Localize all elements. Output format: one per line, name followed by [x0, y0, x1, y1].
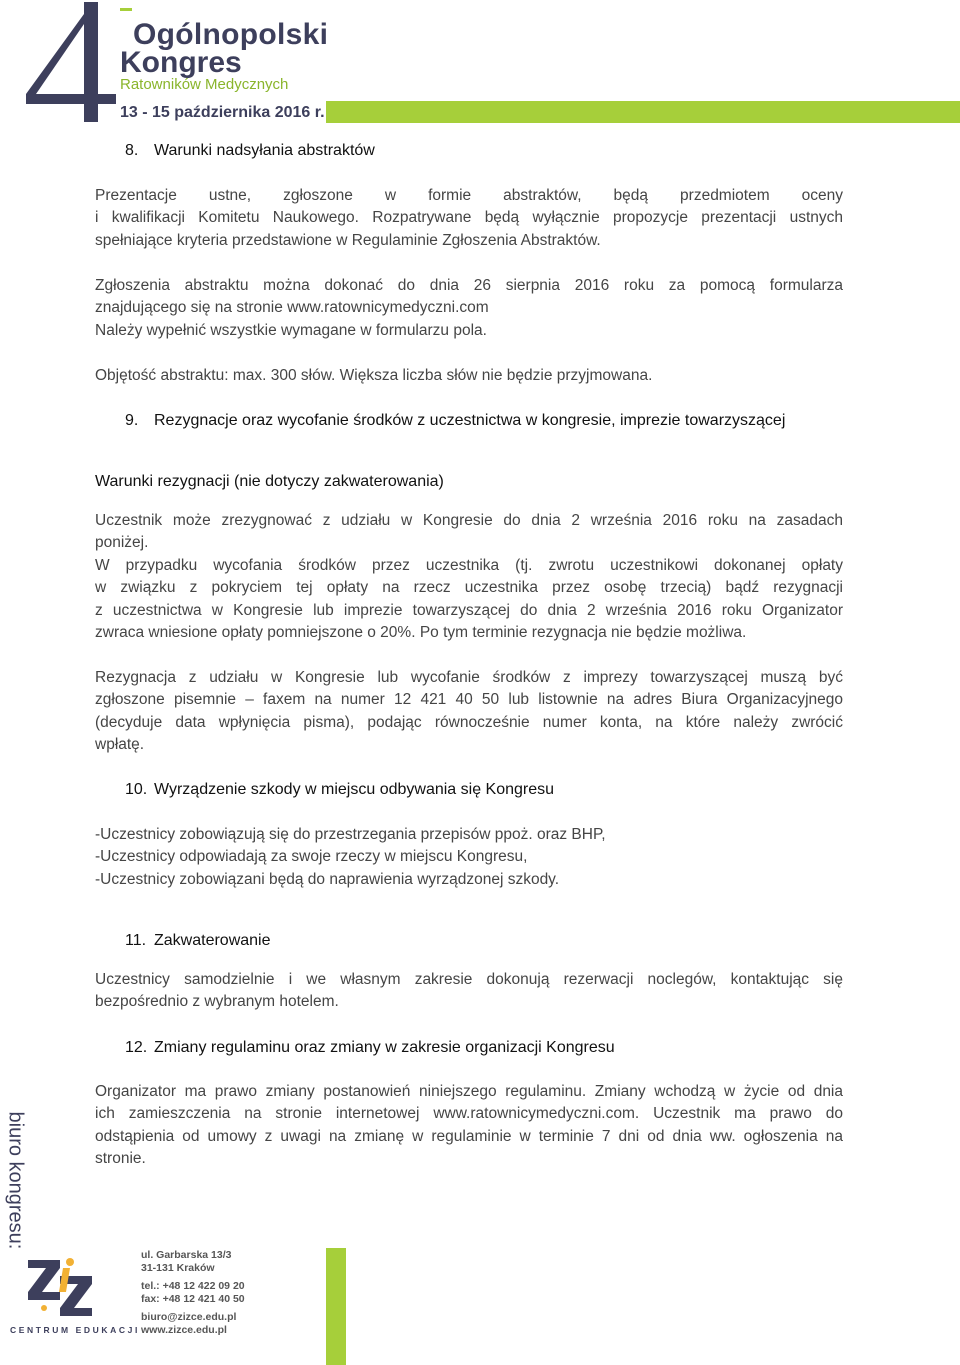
text-line: w związku z pokryciem tej opłaty na rzecz uczestnika przez osobę trzecią) bądź rezygnacji: [95, 579, 843, 597]
text-line: stronie.: [95, 1150, 146, 1168]
website-link[interactable]: www.zizce.edu.pl: [141, 1323, 227, 1336]
address-line: 31-131 Kraków: [141, 1261, 215, 1274]
zizce-logo-icon: [8, 1252, 108, 1322]
text-line: i kwalifikacji Komitetu Naukowego. Rozpatrywane będą wyłącznie propozycje prezentacji ustnych: [95, 209, 843, 227]
section-10-title: Wyrządzenie szkody w miejscu odbywania się Kongresu: [154, 781, 555, 798]
email-link[interactable]: biuro@zizce.edu.pl: [141, 1311, 237, 1323]
text-line: (decyduje data wpłynięcia pisma), podając równocześnie numer konta, na które należy zwrócić: [95, 713, 843, 731]
section-10-number: 10.: [125, 781, 148, 798]
phone-line: tel.: +48 12 422 09 20: [141, 1280, 245, 1292]
text-line: spełniające kryteria przedstawione w Regulaminie Zgłoszenia Abstraktów.: [95, 231, 601, 249]
section-8-heading: [125, 142, 375, 160]
section-8-paragraph-3: [95, 365, 843, 387]
section-8-paragraph-2: [95, 275, 843, 342]
logo-line-ogolnopolski: Ogólnopolski: [133, 18, 329, 51]
section-12-title: Zmiany regulaminu oraz zmiany w zakresie organizacji Kongresu: [154, 1039, 615, 1056]
section-9-number: 9.: [125, 412, 139, 429]
section-12-paragraph: [95, 1081, 843, 1171]
big-four-graphic: [22, 0, 132, 125]
text-line: bezpośrednio z wybranym hotelem.: [95, 993, 339, 1011]
section-9-paragraph-2: [95, 667, 843, 757]
section-8-number: 8.: [125, 142, 139, 159]
section-8-paragraph-1: [95, 185, 843, 252]
address-line: ul. Garbarska 13/3: [141, 1249, 232, 1261]
text-line: Organizator ma prawo zmiany postanowień niniejszego regulaminu. Zmiany wchodzą w życie od dnia: [95, 1083, 843, 1100]
footer-green-bar: [326, 1248, 346, 1365]
list-item: -Uczestnicy zobowiązują się do przestrzegania przepisów ppoż. oraz BHP,: [95, 826, 606, 843]
list-item: -Uczestnicy zobowiązani będą do naprawienia wyrządzonej szkody.: [95, 870, 560, 888]
text-line: ich zamieszczenia na stronie internetowej www.ratownicymedyczni.com. Uczestnik ma prawo do: [95, 1105, 843, 1123]
section-10-heading: [125, 781, 554, 799]
section-12-heading: [125, 1039, 615, 1057]
text-line: Objętość abstraktu: max. 300 słów. Większa liczba słów nie będzie przyjmowana.: [95, 367, 653, 384]
office-contact-block: [141, 1249, 245, 1336]
section-9-paragraph-1: [95, 510, 843, 644]
text-line: odstąpienia od umowy z uwagi na zmianę w regulaminie w terminie 7 dni od dnia ww. ogłoszenia na: [95, 1127, 843, 1145]
section-12-number: 12.: [125, 1039, 148, 1056]
text-line: wpłatę.: [95, 736, 145, 754]
section-11-paragraph: [95, 969, 843, 1014]
text-line: poniżej.: [95, 534, 149, 552]
section-11-heading: [125, 932, 271, 950]
section-9-title: Rezygnacje oraz wycofanie środków z uczestnictwa w kongresie, imprezie towarzyszącej: [154, 412, 786, 429]
section-9-heading: [125, 412, 785, 430]
fax-line: fax: +48 12 421 40 50: [141, 1292, 245, 1305]
section-8-title: Warunki nadsyłania abstraktów: [154, 142, 375, 159]
text-line: Uczestnicy samodzielnie i we własnym zakresie dokonują rezerwacji noclegów, kontaktując się: [95, 971, 843, 988]
logo-line-kongres: Kongres: [120, 46, 242, 79]
text-line: zgłoszone pisemnie – faxem na numer 12 421 40 50 lub listownie na adres Biura Organizacyjnego: [95, 691, 843, 709]
section-11-title: Zakwaterowanie: [154, 932, 271, 949]
zizce-logo-caption: CENTRUM EDUKACJI: [10, 1325, 140, 1335]
text-line: Prezentacje ustne, zgłoszone w formie abstraktów, będą przedmiotem oceny: [95, 187, 843, 204]
text-line: Uczestnik może zrezygnować z udziału w Kongresie do dnia 2 września 2016 roku na zasadach: [95, 512, 843, 529]
logo-dates: 13 - 15 października 2016 r.: [120, 104, 325, 121]
section-11-number: 11.: [125, 932, 147, 949]
text-line: Zgłoszenia abstraktu można dokonać do dnia 26 sierpnia 2016 roku za pomocą formularza: [95, 277, 843, 294]
text-line: zwraca wniesione opłaty pomniejszone o 20%. Po tym terminie rezygnacja nie będzie możliwa.: [95, 624, 747, 642]
text-line: Należy wypełnić wszystkie wymagane w formularzu pola.: [95, 321, 487, 339]
congress-logo: [0, 0, 330, 130]
list-item: -Uczestnicy odpowiadają za swoje rzeczy w miejscu Kongresu,: [95, 848, 528, 866]
text-line: znajdującego się na stronie www.ratownicymedyczni.com: [95, 299, 489, 317]
section-9-subtitle: Warunki rezygnacji (nie dotyczy zakwaterowania): [95, 473, 444, 490]
logo-line-ratownikow: Ratowników Medycznych: [120, 76, 289, 93]
text-line: W przypadku wycofania środków przez uczestnika (tj. zwrotu uczestnikowi dokonanej opłaty: [95, 556, 843, 574]
text-line: Rezygnacja z udziału w Kongresie lub wycofanie środków z imprezy towarzyszącej muszą być: [95, 669, 843, 686]
header-green-bar: [326, 101, 960, 123]
text-line: z uczestnictwa w Kongresie lub imprezie towarzyszącej do dnia 2 września 2016 roku Organizator: [95, 601, 843, 619]
office-vertical-label: biuro kongresu:: [4, 1111, 27, 1250]
section-10-list: [95, 824, 843, 891]
